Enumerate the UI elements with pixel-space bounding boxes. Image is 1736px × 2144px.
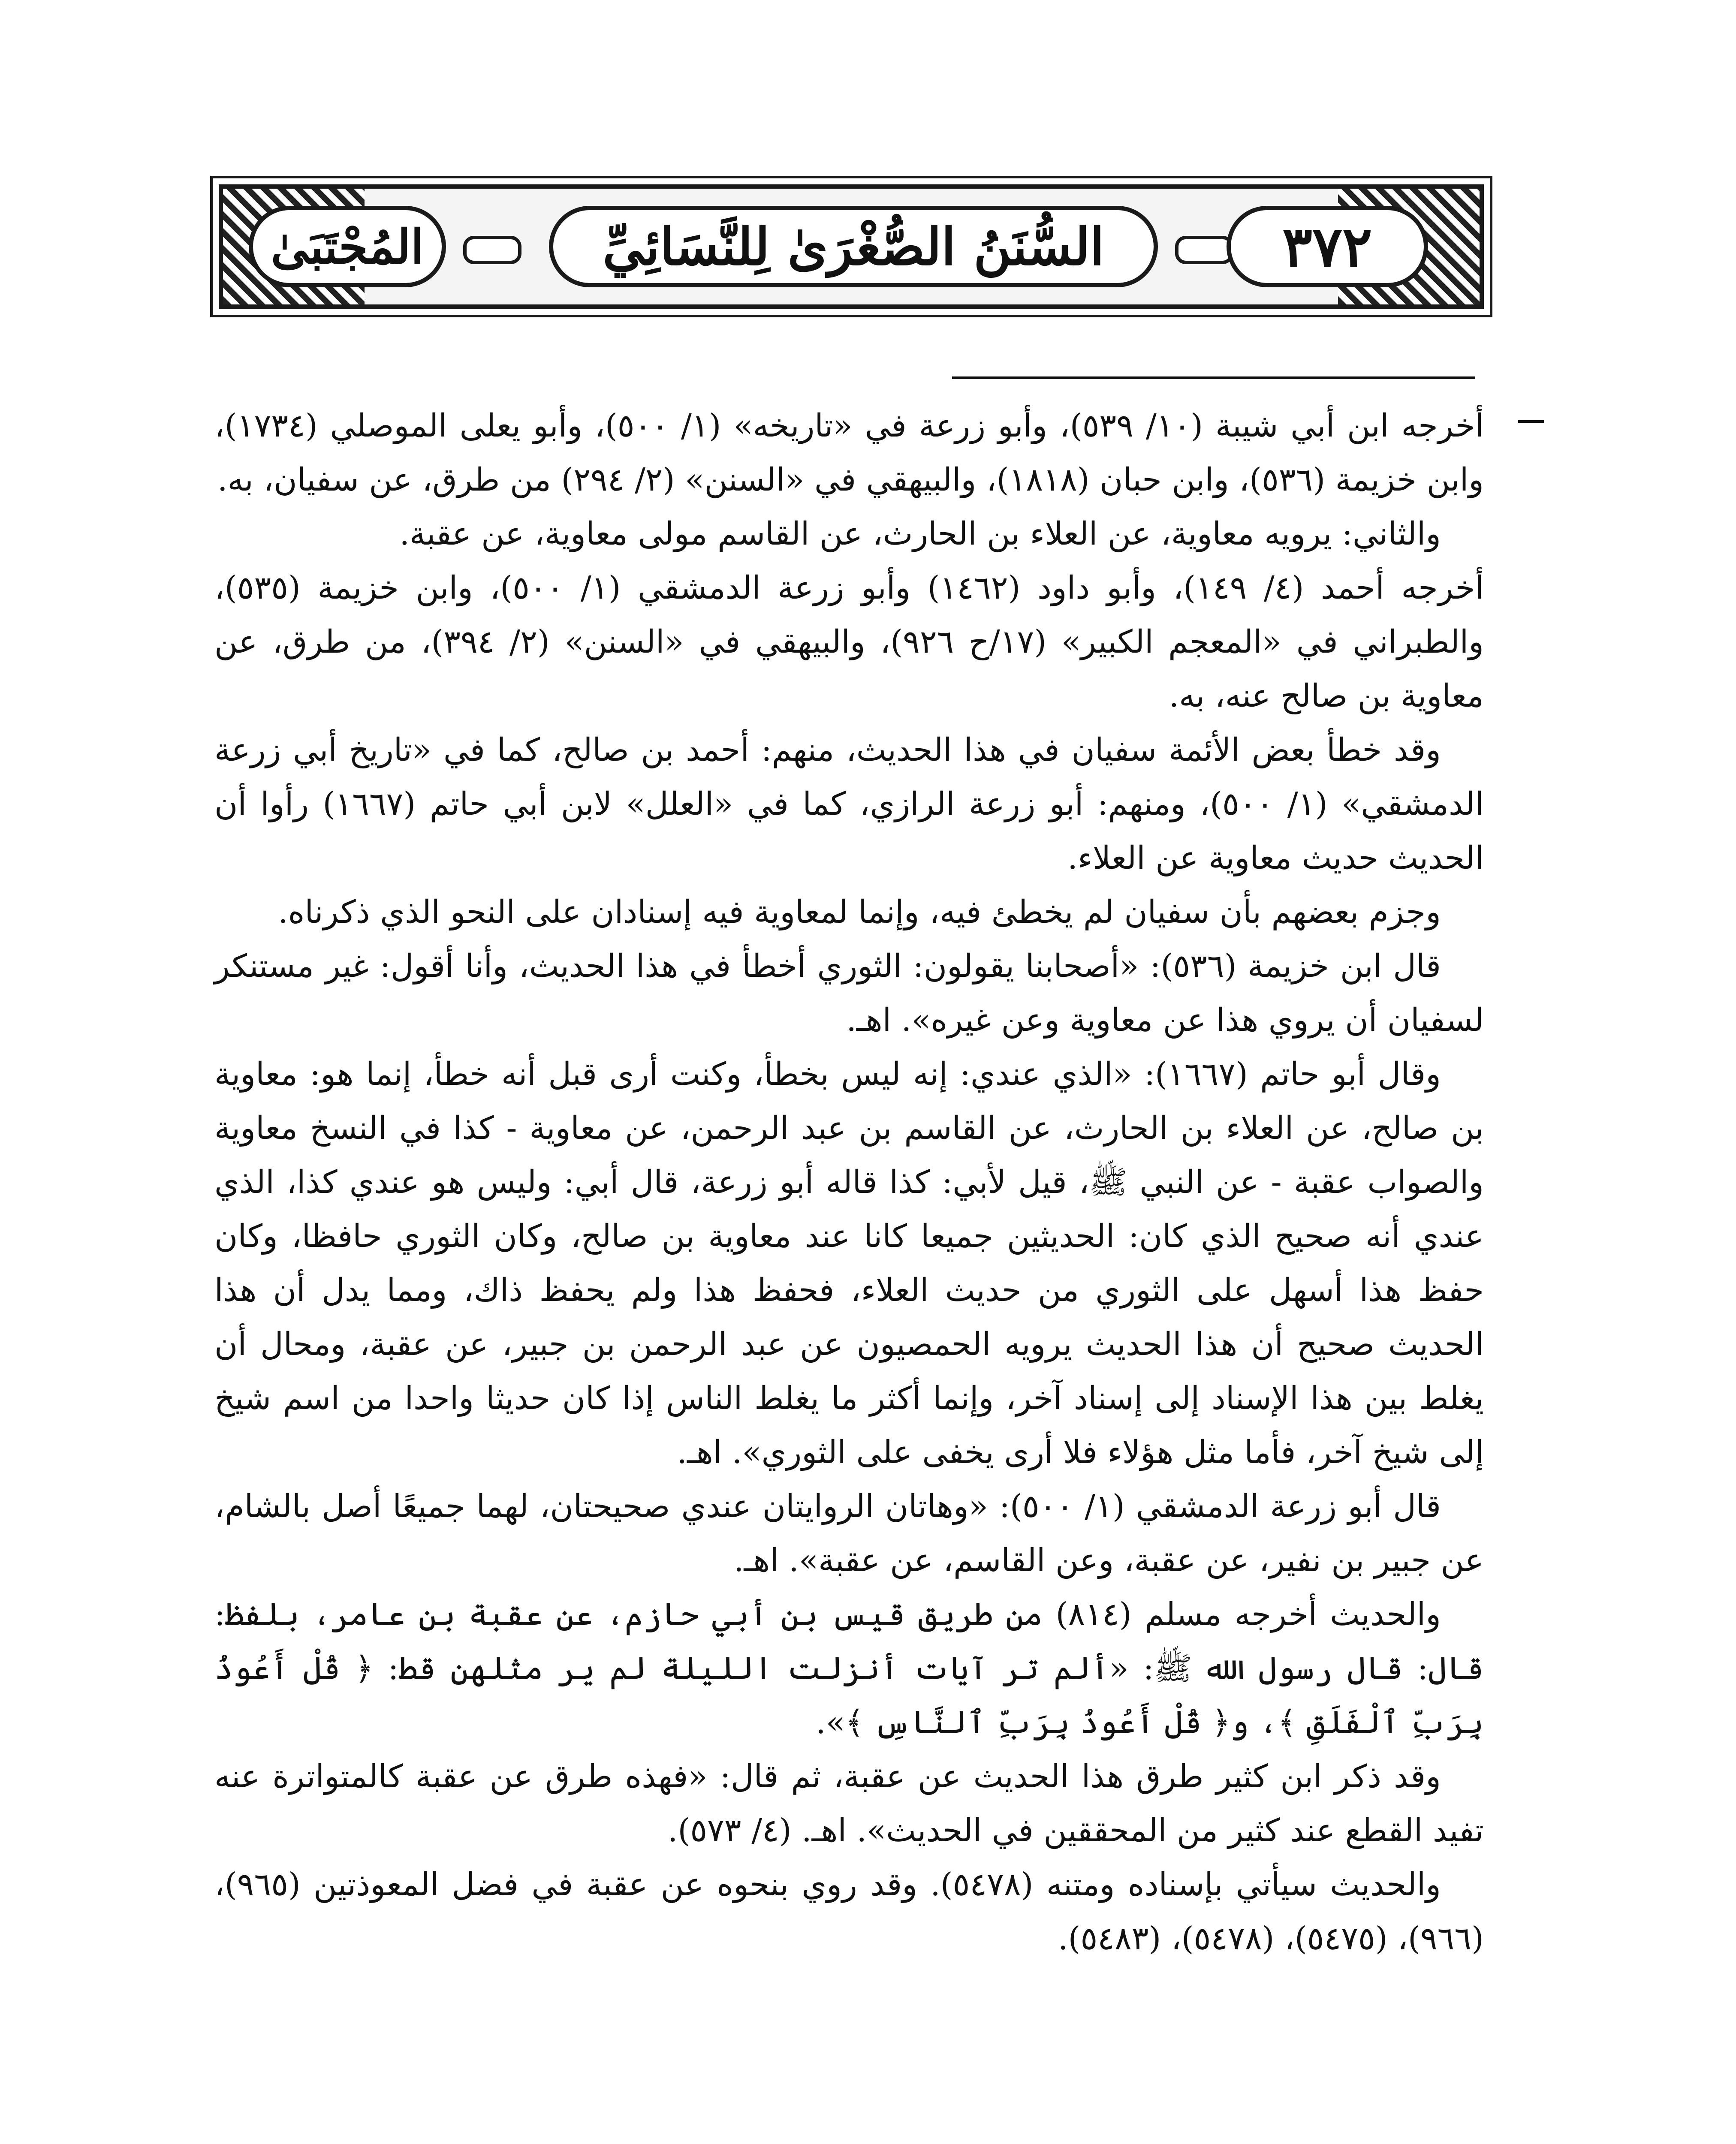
paragraph: وقال أبو حاتم (١٦٦٧): «الذي عندي: إنه ليس بخطأ، وكنت أرى قبل أنه خطأ، إنما هو: معاوية بن صالح، عن العلاء بن الحارث، عن القاسم بن عبد الرحمن، عن معاوية - كذا في النسخ معاوية والصواب عقبة - عن النبي ﷺ، قيل لأبي: كذا قاله أبو زرعة، قال أبي: وليس هو عندي كذا، الذي عندي أنه صحيح الذي كان: الحديثين جميعا كانا عند معاوية بن صالح، وكان الثوري حافظا، وكان حفظ هذا أسهل على الثوري من حديث العلاء، فحفظ هذا ولم يحفظ ذاك، ومما يدل أن هذا الحديث صحيح أن هذا الحديث يرويه الحمصيون عن عبد الرحمن بن جبير، عن عقبة، ومحال أن يغلط بين هذا الإسناد إلى إسناد آخر، وإنما أكثر ما يغلط الناس إذا كان حديثا واحدا من اسم شيخ إلى شيخ آخر، فأما مثل هؤلاء فلا أرى يخفى على الثوري». اهـ. [214,1056,1484,1471]
paragraph: والحديث أخرجه مسلم (٨١٤) من طريق قيس بن أبي حازم، عن عقبة بن عامر، بلفظ: قال: قال رسول الله ﷺ: «ألم تر آيات أنزلت الليلة لم ير مثلهن قط: ﴿ قُلْ أَعُوذُ بِرَبِّ ٱلْفَلَقِ ﴾، و﴿ قُلْ أَعُوذُ بِرَبِّ ٱلنَّاسِ ﴾». [214,1596,1484,1741]
ornament-knot [1175,236,1233,264]
paragraph: أخرجه ابن أبي شيبة (١٠/ ٥٣٩)، وأبو زرعة في «تاريخه» (١/ ٥٠٠)، وأبو يعلى الموصلي (١٧٣٤)، وابن خزيمة (٥٣٦)، وابن حبان (١٨١٨)، والبيهقي في «السنن» (٢/ ٢٩٤) من طرق، عن سفيان، به. [214,407,1484,498]
page-header [219,184,1484,309]
footnote-text [214,399,1484,1966]
page-number: ٣٧٢ [1227,206,1428,287]
book-title: السُّنَنُ الصُّغْرَىٰ لِلنَّسَائِيِّ [549,206,1158,287]
paragraph: وقد ذكر ابن كثير طرق هذا الحديث عن عقبة، ثم قال: «فهذه طرق عن عقبة كالمتواترة عنه تفيد القطع عند كثير من المحققين في الحديث». اهـ. (٤/ ٥٧٣). [214,1758,1484,1849]
paragraph: وقد خطأ بعض الأئمة سفيان في هذا الحديث، منهم: أحمد بن صالح، كما في «تاريخ أبي زرعة الدمشقي» (١/ ٥٠٠)، ومنهم: أبو زرعة الرازي، كما في «العلل» لابن أبي حاتم (١٦٦٧) رأوا أن الحديث حديث معاوية عن العلاء. [214,732,1484,876]
ornament-knot [463,236,521,264]
paragraph: أخرجه أحمد (٤/ ١٤٩)، وأبو داود (١٤٦٢) وأبو زرعة الدمشقي (١/ ٥٠٠)، وابن خزيمة (٥٣٥)، والطبراني في «المعجم الكبير» (١٧/ح ٩٢٦)، والبيهقي في «السنن» (٢/ ٣٩٤)، من طرق، عن معاوية بن صالح عنه، به. [214,569,1484,714]
paragraph: وجزم بعضهم بأن سفيان لم يخطئ فيه، وإنما لمعاوية فيه إسنادان على النحو الذي ذكرناه. [278,894,1441,930]
paragraph: قال أبو زرعة الدمشقي (١/ ٥٠٠): «وهاتان الروايتان عندي صحيحتان، لهما جميعًا أصل بالشام، عن جبير بن نفير، عن عقبة، وعن القاسم، عن عقبة». اهـ. [214,1488,1484,1579]
series-name: المُجْتَبَىٰ [249,206,446,287]
paragraph: قال ابن خزيمة (٥٣٦): «أصحابنا يقولون: الثوري أخطأ في هذا الحديث، وأنا أقول: غير مستنكر لسفيان أن يروي هذا عن معاوية وعن غيره». اهـ. [214,948,1484,1039]
continuation-dash [1518,420,1544,423]
paragraph: والثاني: يرويه معاوية، عن العلاء بن الحارث، عن القاسم مولى معاوية، عن عقبة. [399,515,1441,552]
footnote-rule [952,376,1475,379]
paragraph: والحديث سيأتي بإسناده ومتنه (٥٤٧٨). وقد روي بنحوه عن عقبة في فضل المعوذتين (٩٦٥)، (٩٦٦)، (٥٤٧٥)، (٥٤٧٨)، (٥٤٨٣). [214,1866,1484,1957]
